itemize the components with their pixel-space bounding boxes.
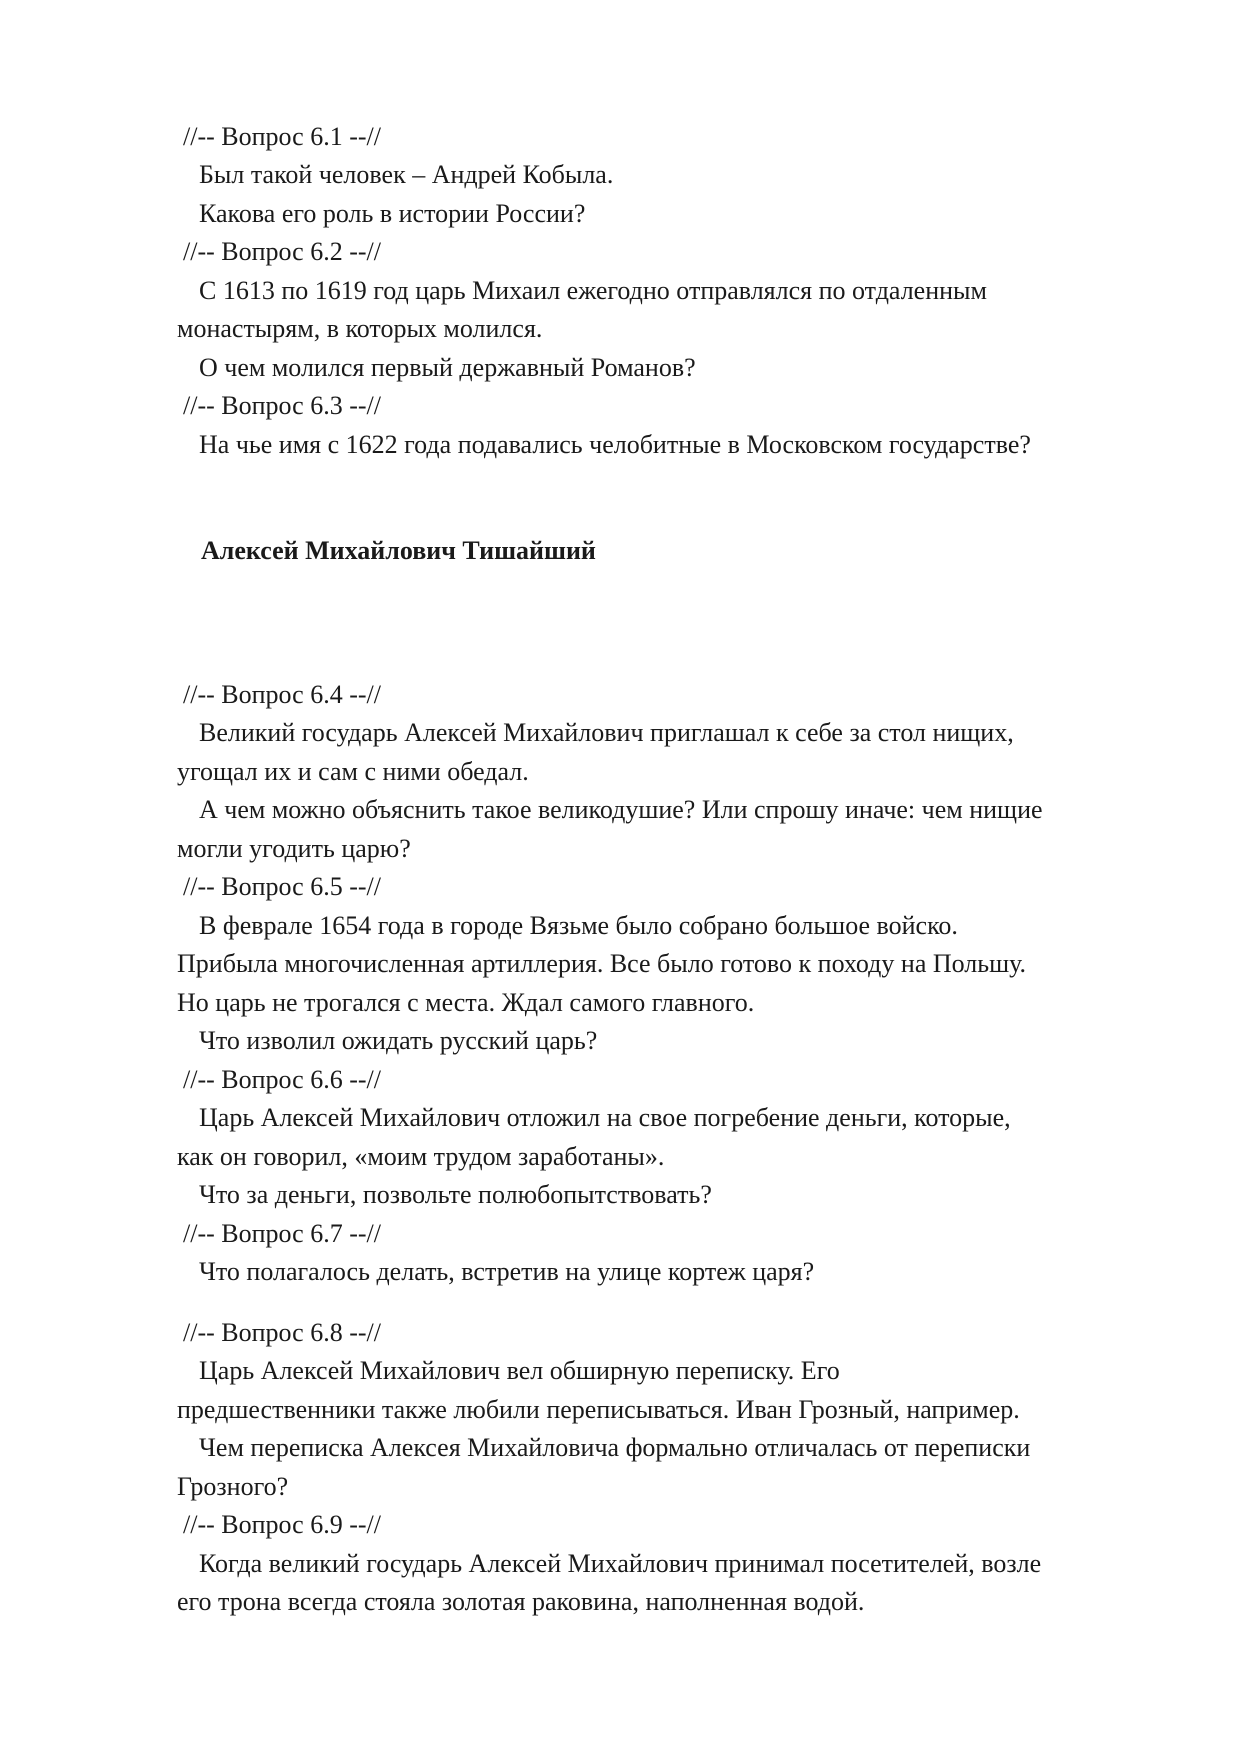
- paragraph-line: Великий государь Алексей Михайлович приглашал к себе за стол нищих,: [199, 718, 1014, 747]
- paragraph-line: Чем переписка Алексея Михайловича формально отличалась от переписки: [199, 1433, 1031, 1462]
- question-marker-6-4: //-- Вопрос 6.4 --//: [183, 680, 381, 709]
- paragraph-line: О чем молился первый державный Романов?: [199, 353, 696, 382]
- paragraph-line: Царь Алексей Михайлович вел обширную переписку. Его: [199, 1356, 840, 1385]
- question-marker-6-6: //-- Вопрос 6.6 --//: [183, 1065, 381, 1094]
- paragraph-line: Когда великий государь Алексей Михайлович принимал посетителей, возле: [199, 1549, 1042, 1578]
- paragraph-line: монастырям, в которых молился.: [177, 314, 543, 343]
- paragraph-line: Но царь не трогался с места. Ждал самого главного.: [177, 988, 755, 1017]
- paragraph-line: как он говорил, «моим трудом заработаны».: [177, 1142, 665, 1171]
- paragraph-line: Что за деньги, позвольте полюбопытствовать?: [199, 1180, 712, 1209]
- paragraph-line: Царь Алексей Михайлович отложил на свое погребение деньги, которые,: [199, 1103, 1011, 1132]
- question-marker-6-5: //-- Вопрос 6.5 --//: [183, 872, 381, 901]
- paragraph-line: могли угодить царю?: [177, 834, 411, 863]
- paragraph-line: Что изволил ожидать русский царь?: [199, 1026, 598, 1055]
- paragraph-line: Был такой человек – Андрей Кобыла.: [199, 160, 614, 189]
- paragraph-line: В феврале 1654 года в городе Вязьме было собрано большое войско.: [199, 911, 958, 940]
- question-marker-6-3: //-- Вопрос 6.3 --//: [183, 391, 381, 420]
- paragraph-line: Грозного?: [177, 1472, 289, 1501]
- question-marker-6-9: //-- Вопрос 6.9 --//: [183, 1510, 381, 1539]
- paragraph-line: его трона всегда стояла золотая раковина, наполненная водой.: [177, 1587, 865, 1616]
- paragraph-line: А чем можно объяснить такое великодушие? Или спрошу иначе: чем нищие: [199, 795, 1043, 824]
- paragraph-line: Что полагалось делать, встретив на улице кортеж царя?: [199, 1257, 815, 1286]
- question-marker-6-2: //-- Вопрос 6.2 --//: [183, 237, 381, 266]
- section-heading: Алексей Михайлович Тишайший: [201, 536, 596, 565]
- paragraph-line: С 1613 по 1619 год царь Михаил ежегодно отправлялся по отдаленным: [199, 276, 987, 305]
- paragraph-line: предшественники также любили переписываться. Иван Грозный, например.: [177, 1395, 1020, 1424]
- paragraph-line: Какова его роль в истории России?: [199, 199, 586, 228]
- question-marker-6-7: //-- Вопрос 6.7 --//: [183, 1219, 381, 1248]
- paragraph-line: На чье имя с 1622 года подавались челобитные в Московском государстве?: [199, 430, 1031, 459]
- question-marker-6-1: //-- Вопрос 6.1 --//: [183, 122, 381, 151]
- question-marker-6-8: //-- Вопрос 6.8 --//: [183, 1318, 381, 1347]
- paragraph-line: угощал их и сам с ними обедал.: [177, 757, 529, 786]
- paragraph-line: Прибыла многочисленная артиллерия. Все было готово к походу на Польшу.: [177, 949, 1027, 978]
